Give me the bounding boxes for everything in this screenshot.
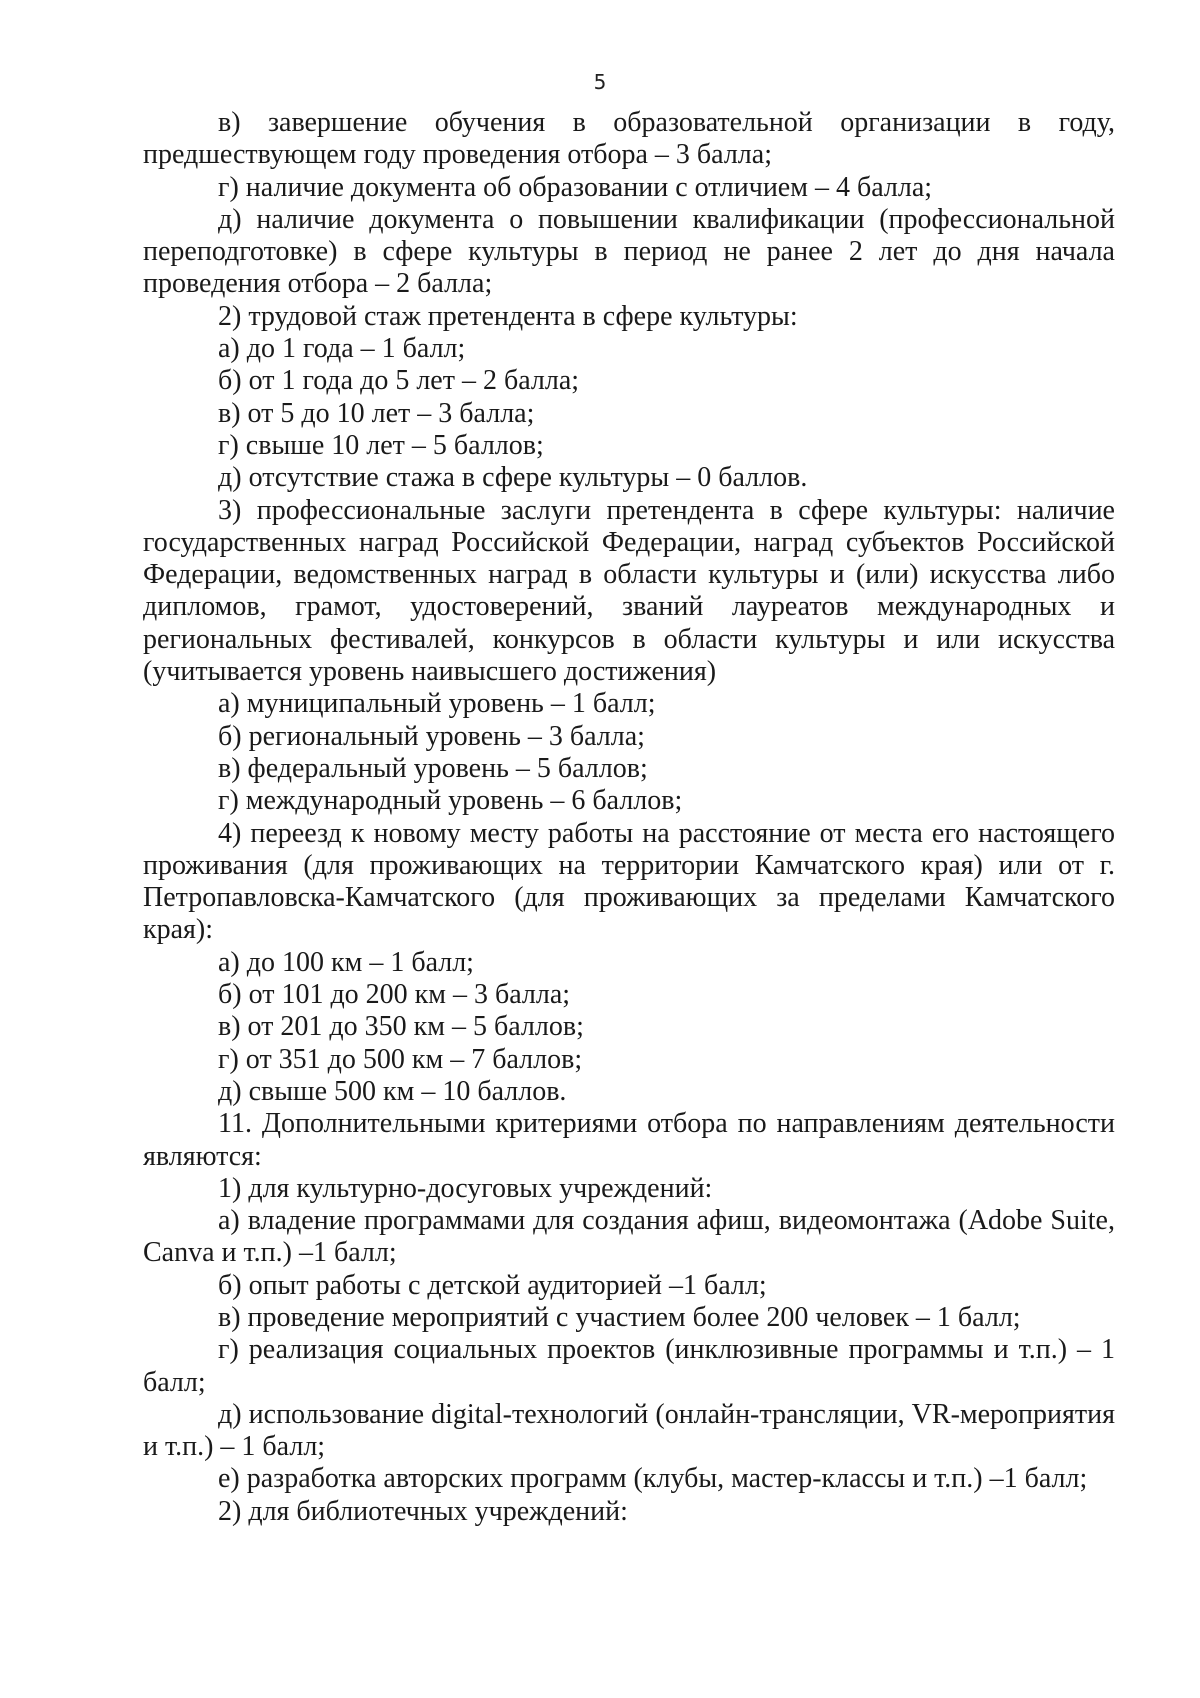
- paragraph: в) федеральный уровень – 5 баллов;: [218, 752, 648, 784]
- paragraph: д) отсутствие стажа в сфере культуры – 0 баллов.: [218, 462, 808, 494]
- page-number: 5: [593, 70, 607, 94]
- document-body: [143, 107, 1115, 1528]
- paragraph: а) муниципальный уровень – 1 балл;: [218, 688, 656, 720]
- paragraph: 2) для библиотечных учреждений:: [218, 1495, 628, 1527]
- paragraph: г) от 351 до 500 км – 7 баллов;: [218, 1043, 583, 1075]
- paragraph: в) от 5 до 10 лет – 3 балла;: [218, 397, 535, 429]
- paragraph: д) использование digital-технологий (онлайн-трансляции, VR-мероприятия и т.п.) – 1 балл;: [143, 1398, 1115, 1463]
- paragraph: г) свыше 10 лет – 5 баллов;: [218, 429, 544, 461]
- paragraph: 4) переезд к новому месту работы на расстояние от места его настоящего проживания (для проживающих на территории Камчатского края) или от г. Петропавловска-Камчатского (для проживающих за пределами Камчатского края):: [143, 817, 1115, 946]
- paragraph: 11. Дополнительными критериями отбора по направлениям деятельности являются:: [143, 1108, 1115, 1172]
- paragraph: г) наличие документа об образовании с отличием – 4 балла;: [218, 171, 933, 203]
- paragraph: д) наличие документа о повышении квалификации (профессиональной переподготовке) в сфере культуры в период не ранее 2 лет до дня начала проведения отбора – 2 балла;: [143, 203, 1115, 300]
- paragraph: в) от 201 до 350 км – 5 баллов;: [218, 1011, 584, 1043]
- paragraph: а) до 100 км – 1 балл;: [218, 946, 474, 978]
- paragraph: д) свыше 500 км – 10 баллов.: [218, 1075, 567, 1107]
- paragraph: 2) трудовой стаж претендента в сфере культуры:: [218, 300, 798, 332]
- paragraph: е) разработка авторских программ (клубы, мастер-классы и т.п.) –1 балл;: [218, 1463, 1088, 1495]
- paragraph: а) владение программами для создания афиш, видеомонтажа (Adobe Suite, Canva и т.п.) –1 балл;: [143, 1205, 1115, 1269]
- paragraph: б) от 1 года до 5 лет – 2 балла;: [218, 365, 580, 397]
- paragraph: б) опыт работы с детской аудиторией –1 балл;: [218, 1269, 767, 1301]
- paragraph: 3) профессиональные заслуги претендента в сфере культуры: наличие государственных наград Российской Федерации, наград субъектов Российской Федерации, ведомственных наград в области культуры и (или) искусства либо дипломов, грамот, удостоверений, званий лауреатов международных и региональных фестивалей, конкурсов в области культуры и или искусства (учитывается уровень наивысшего достижения): [143, 494, 1115, 688]
- paragraph: в) завершение обучения в образовательной организации в году, предшествующем году проведения отбора – 3 балла;: [143, 107, 1115, 171]
- paragraph: б) от 101 до 200 км – 3 балла;: [218, 979, 571, 1011]
- paragraph: г) реализация социальных проектов (инклюзивные программы и т.п.) – 1 балл;: [143, 1334, 1115, 1398]
- paragraph: б) региональный уровень – 3 балла;: [218, 720, 645, 752]
- paragraph: г) международный уровень – 6 баллов;: [218, 785, 683, 817]
- paragraph: в) проведение мероприятий с участием более 200 человек – 1 балл;: [218, 1301, 1021, 1333]
- paragraph: 1) для культурно-досуговых учреждений:: [218, 1172, 713, 1204]
- paragraph: а) до 1 года – 1 балл;: [218, 333, 466, 365]
